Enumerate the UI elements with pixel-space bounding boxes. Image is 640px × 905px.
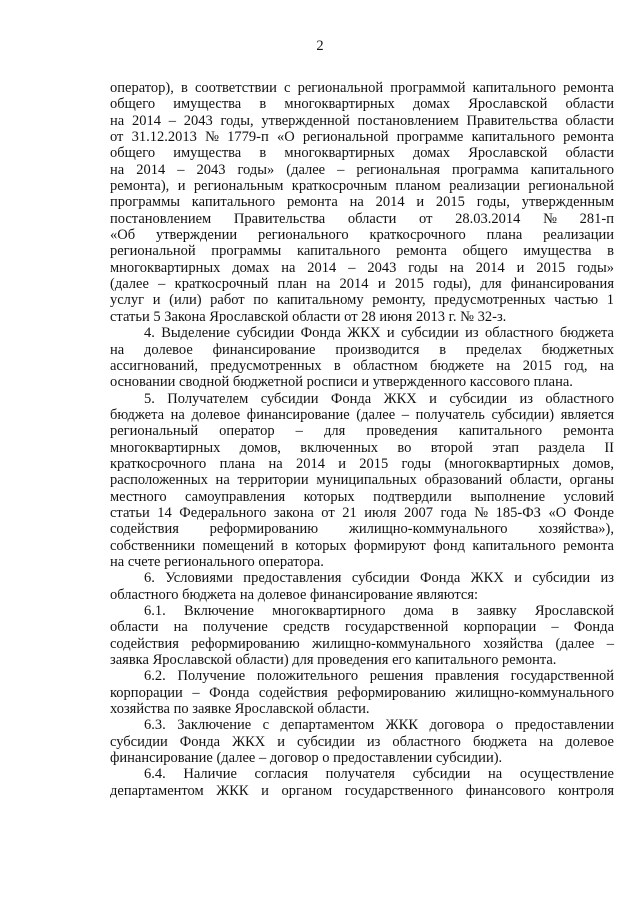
text-line: общего имущества в многоквартирных домах Ярославской области: [110, 96, 614, 113]
text-line: многоквартирных домах на 2014 – 2043 годы на 2014 и 2015 годы»: [110, 259, 614, 276]
text-line: содействия реформированию жилищно-коммунального хозяйства»),: [110, 521, 614, 538]
text-line: региональный оператор – для проведения капитального ремонта: [110, 423, 614, 440]
text-line: на счете регионального оператора.: [110, 553, 324, 570]
text-line: многоквартирных домов, включенных во второй этап раздела II: [110, 439, 614, 456]
text-line: региональной программы капитального ремонта общего имущества в: [110, 243, 614, 260]
text-line: ремонта), и региональным краткосрочным планом реализации региональной: [110, 178, 614, 195]
text-line: на долевое финансирование производится в пределах бюджетных: [110, 341, 614, 358]
text-line: услуг и (или) работ по капитальному ремонту, предусмотренных частью 1: [110, 292, 614, 309]
text-line: общего имущества в многоквартирных домах Ярославской области: [110, 145, 614, 162]
text-line: бюджета на долевое финансирование (далее – получатель субсидии) является: [110, 406, 614, 423]
text-line: (далее – краткосрочный план на 2014 и 2015 годы), для финансирования: [110, 276, 614, 293]
text-line: статьи 14 Федерального закона от 21 июля 2007 года № 185-ФЗ «О Фонде: [110, 504, 614, 521]
text-line: 6.2. Получение положительного решения правления государственной: [144, 668, 614, 685]
text-line: 6.4. Наличие согласия получателя субсидии на осуществление: [144, 766, 614, 783]
text-line: 6. Условиями предоставления субсидии Фонда ЖКХ и субсидии из: [144, 570, 614, 587]
text-line: расположенных на территории муниципальных образований области, органы: [110, 472, 614, 489]
text-line: финансирование (далее – договор о предоставлении субсидии).: [110, 750, 503, 767]
text-line: 6.1. Включение многоквартирного дома в заявку Ярославской: [144, 603, 614, 619]
text-line: 6.3. Заключение с департаментом ЖКК договора о предоставлении: [144, 717, 614, 734]
text-line: области на получение средств государственной корпорации – Фонда: [110, 619, 614, 636]
text-line: ассигнований, предусмотренных в областном бюджете на 2015 год, на: [110, 357, 614, 374]
text-line: статьи 5 Закона Ярославской области от 28 июня 2013 г. № 32-з.: [110, 308, 507, 325]
text-line: собственники помещений в которых формируют фонд капитального ремонта: [110, 537, 614, 554]
text-line: оператор), в соответствии с региональной программой капитального ремонта: [110, 80, 614, 96]
text-line: корпорации – Фонда содействия реформированию жилищно-коммунального: [110, 684, 614, 701]
text-line: программы капитального ремонта на 2014 и 2015 годы, утвержденным: [110, 194, 614, 211]
text-line: от 31.12.2013 № 1779-п «О региональной программе капитального ремонта: [110, 129, 614, 146]
text-line: содействия реформированию жилищно-коммунального хозяйства (далее –: [110, 635, 614, 652]
text-line: департаментом ЖКК и органом государственного финансового контроля: [110, 782, 614, 799]
text-line: областного бюджета на долевое финансирование являются:: [110, 586, 479, 603]
text-line: на 2014 – 2043 годы» (далее – региональная программа капитального: [110, 161, 614, 178]
text-line: основании сводной бюджетной росписи и утвержденного кассового плана.: [110, 374, 573, 391]
page-number: 2: [316, 38, 324, 54]
document-body: [110, 80, 614, 799]
text-line: местного самоуправления которых подтвердили выполнение условий: [110, 488, 614, 505]
text-line: 4. Выделение субсидии Фонда ЖКХ и субсидии из областного бюджета: [144, 325, 614, 342]
text-line: «Об утверждении регионального краткосрочного плана реализации: [110, 227, 614, 244]
text-line: на 2014 – 2043 годы, утвержденной постановлением Правительства области: [110, 112, 614, 129]
text-line: субсидии Фонда ЖКХ и субсидии из областного бюджета на долевое: [110, 733, 614, 750]
text-line: постановлением Правительства области от 28.03.2014 № 281-п: [110, 210, 614, 227]
text-line: хозяйства по заявке Ярославской области.: [110, 701, 370, 718]
text-line: заявка Ярославской области) для проведения его капитального ремонта.: [110, 652, 557, 669]
text-line: краткосрочного плана на 2014 и 2015 годы (многоквартирных домов,: [110, 455, 614, 472]
text-line: 5. Получателем субсидии Фонда ЖКХ и субсидии из областного: [144, 390, 614, 407]
